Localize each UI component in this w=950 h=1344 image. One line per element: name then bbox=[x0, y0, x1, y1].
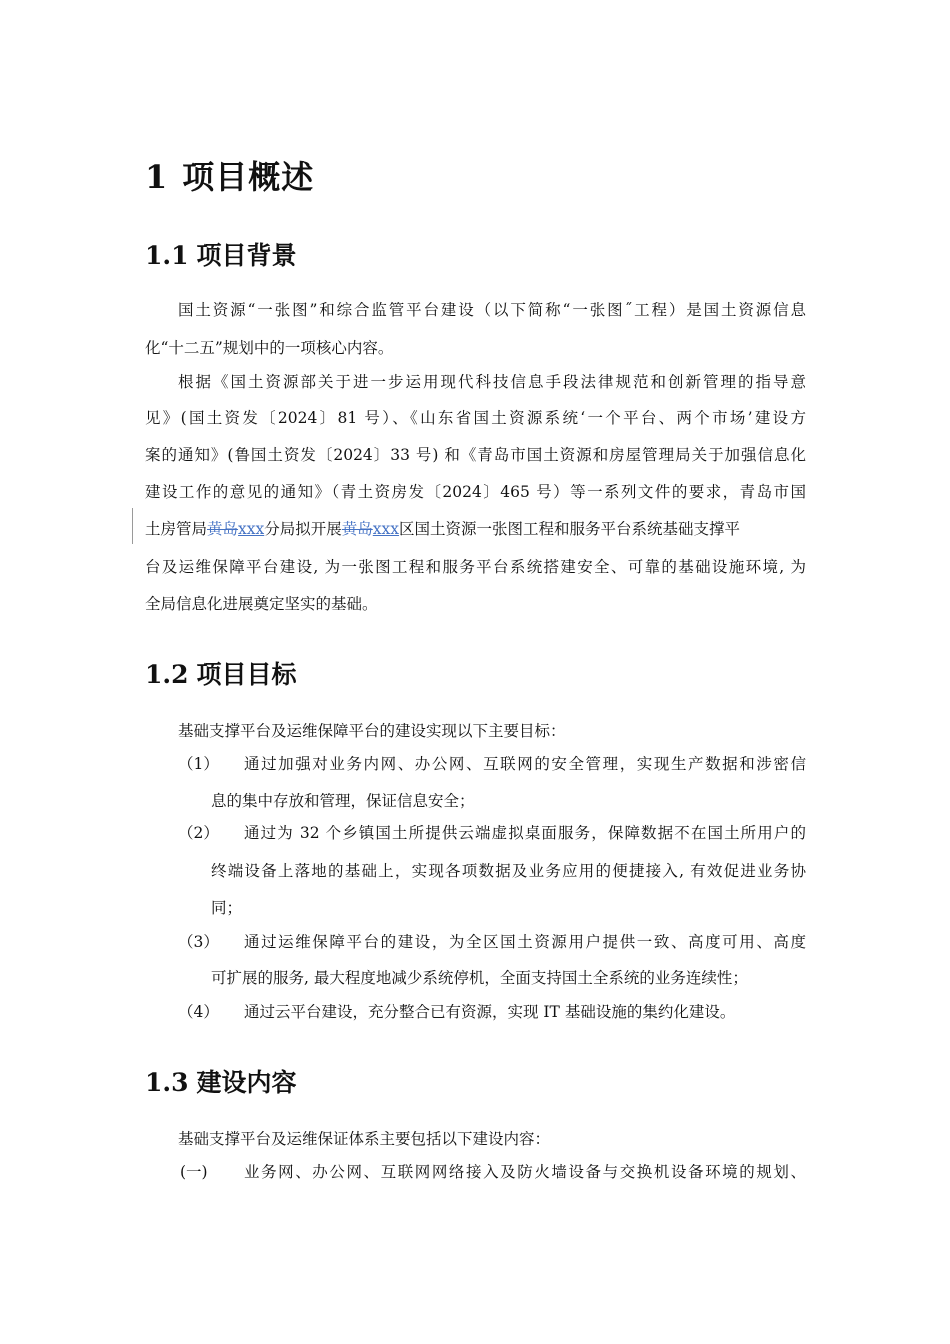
chapter-number: 1 bbox=[145, 158, 169, 196]
paragraph-line: 根据《国土资源部关于进一步运用现代科技信息手段法律规范和创新管理的指导意 bbox=[178, 373, 806, 391]
section-title: 建设内容 bbox=[196, 1068, 297, 1097]
list-item-line: 业务网、办公网、互联网网络接入及防火墙设备与交换机设备环境的规划、 bbox=[244, 1163, 806, 1181]
inserted-text[interactable]: xxx bbox=[238, 520, 265, 538]
paragraph-line: 全局信息化进展奠定坚实的基础。 bbox=[145, 595, 378, 613]
list-item-line: 可扩展的服务, 最大程度地减少系统停机，全面支持国土全系统的业务连续性； bbox=[211, 969, 748, 987]
paragraph-line: 建设工作的意见的通知》（青土资房发〔2024〕465 号）等一系列文件的要求，青岛市国 bbox=[145, 483, 806, 501]
paragraph-line: 国土资源“一张图”和综合监管平台建设（以下简称“一张图˝工程）是国土资源信息 bbox=[178, 301, 806, 319]
section-number: 1.2 bbox=[145, 660, 189, 689]
chapter-heading bbox=[145, 152, 314, 198]
revision-change-bar bbox=[132, 508, 133, 544]
deleted-text[interactable]: 黄岛 bbox=[341, 520, 373, 538]
list-item-line: 同； bbox=[211, 899, 243, 917]
section-heading-goals bbox=[145, 655, 297, 691]
list-marker: （1） bbox=[178, 755, 219, 773]
inserted-text[interactable]: xxx bbox=[372, 520, 400, 538]
section-number: 1.3 bbox=[145, 1068, 189, 1097]
list-item-line: 终端设备上落地的基础上，实现各项数据及业务应用的便捷接入, 有效促进业务协 bbox=[211, 862, 806, 880]
goals-intro: 基础支撑平台及运维保障平台的建设实现以下主要目标： bbox=[178, 722, 566, 740]
text-run: 分局拟开展 bbox=[264, 520, 342, 538]
section-title: 项目背景 bbox=[196, 241, 297, 270]
paragraph-line-revisions bbox=[145, 519, 806, 539]
paragraph-line: 见》(国土资发〔2024〕81 号）、《山东省国土资源系统‘一个平台、两个市场’建设方 bbox=[145, 409, 806, 427]
content-intro: 基础支撑平台及运维保证体系主要包括以下建设内容： bbox=[178, 1130, 551, 1148]
section-heading-background bbox=[145, 236, 297, 272]
list-item-line: 通过运维保障平台的建设，为全区国土资源用户提供一致、高度可用、高度 bbox=[244, 933, 806, 951]
list-item-line: 通过云平台建设，充分整合已有资源，实现 IT 基础设施的集约化建设。 bbox=[244, 1003, 736, 1021]
paragraph-line: 化“十二五”规划中的一项核心内容。 bbox=[145, 339, 394, 357]
paragraph-line: 台及运维保障平台建设, 为一张图工程和服务平台系统搭建安全、可靠的基础设施环境, 为 bbox=[145, 558, 806, 576]
section-title: 项目目标 bbox=[196, 660, 297, 689]
list-marker: (一) bbox=[180, 1163, 208, 1181]
paragraph-line: 案的通知》(鲁国土资发〔2024〕33 号) 和《青岛市国土资源和房屋管理局关于加强信息化 bbox=[145, 446, 806, 464]
list-item-line: 通过为 32 个乡镇国土所提供云端虚拟桌面服务，保障数据不在国土所用户的 bbox=[244, 824, 806, 842]
text-run: 土房管局 bbox=[145, 520, 208, 538]
list-marker: （3） bbox=[178, 933, 219, 951]
section-number: 1.1 bbox=[145, 241, 189, 270]
list-marker: （4） bbox=[178, 1003, 219, 1021]
list-item-line: 通过加强对业务内网、办公网、互联网的安全管理，实现生产数据和涉密信 bbox=[244, 755, 806, 773]
deleted-text[interactable]: 黄岛 bbox=[207, 520, 239, 538]
chapter-title: 项目概述 bbox=[182, 158, 315, 196]
list-marker: （2） bbox=[178, 824, 219, 842]
list-item-line: 息的集中存放和管理，保证信息安全； bbox=[211, 792, 475, 810]
section-heading-content bbox=[145, 1063, 297, 1099]
text-run: 区国土资源一张图工程和服务平台系统基础支撑平 bbox=[399, 520, 741, 538]
